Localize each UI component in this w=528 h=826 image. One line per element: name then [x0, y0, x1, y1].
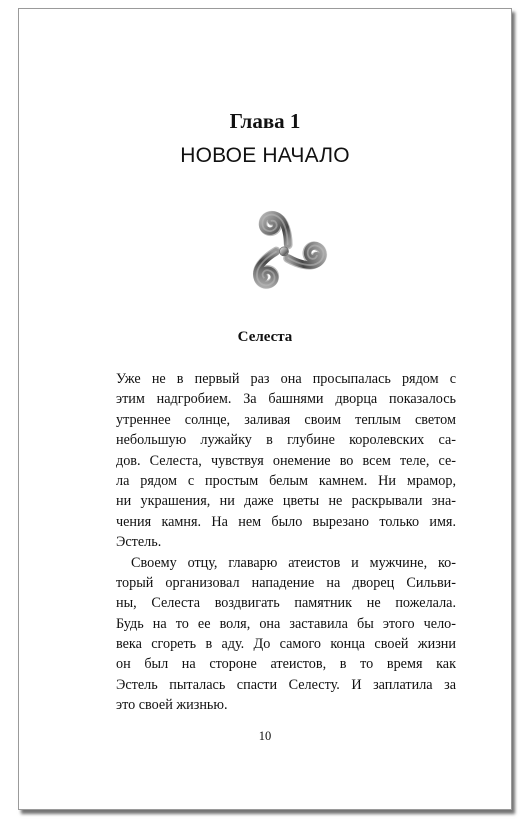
text-line: он был на стороне атеистов, в то время как	[116, 656, 456, 673]
text-line: это своей жизнью.	[116, 697, 228, 714]
text-line: Своему отцу, главарю атеистов и мужчине, ко-	[131, 554, 456, 571]
text-line: этим надгробием. За башнями дворца показалось	[116, 391, 456, 408]
text-line: ни украшения, ни даже цветы не раскрывали зна-	[116, 493, 456, 510]
paragraph	[116, 553, 456, 716]
text-line: Уже не в первый раз она просыпалась рядом с	[116, 371, 456, 387]
chapter-title: НОВОЕ НАЧАЛО	[180, 144, 350, 167]
page-number: 10	[258, 729, 272, 743]
section-heading: Селеста	[237, 329, 293, 345]
text-line: торый организовал нападение на дворец Сильви-	[116, 574, 456, 591]
text-line: утреннее солнце, заливая своим теплым светом	[116, 411, 456, 428]
text-line: небольшую лужайку в глубине королевских са-	[116, 432, 456, 449]
text-line: Эстель.	[116, 534, 162, 551]
text-line: века сгореть в аду. До самого конца своей жизни	[116, 636, 456, 653]
chapter-label: Глава 1	[229, 109, 301, 133]
text-line: дов. Селеста, чувствуя онемение во всем теле, се-	[116, 452, 456, 469]
body-text	[116, 369, 456, 716]
text-line: ны, Селеста воздвигать памятник не пожелала.	[116, 595, 456, 612]
text-line: чения камня. На нем было вырезано только имя.	[116, 513, 456, 530]
book-page	[18, 8, 512, 810]
text-line: Эстель пыталась спасти Селесту. И заплатила за	[116, 676, 456, 693]
triskelion-icon	[239, 201, 329, 291]
paragraph	[116, 369, 456, 553]
text-line: Будь на то ее воля, она заставила бы этого чело-	[116, 615, 456, 632]
text-line: ла рядом с простым белым камнем. Ни мрамор,	[116, 472, 456, 489]
